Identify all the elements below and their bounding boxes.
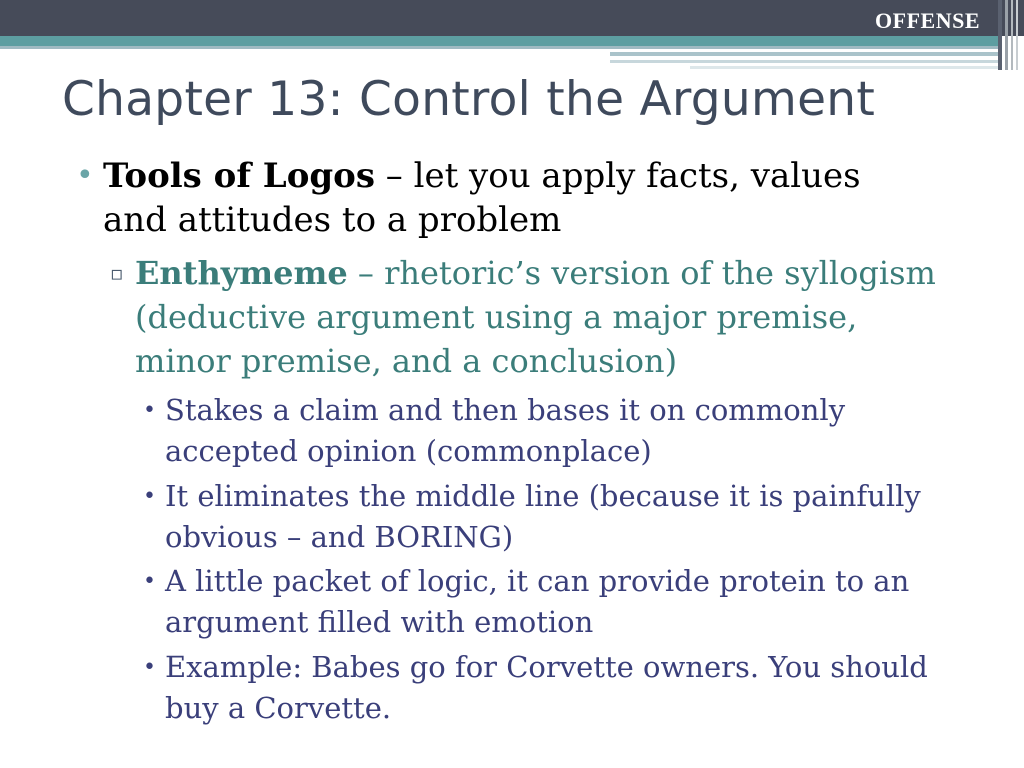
slide-title: Chapter 13: Control the Argument — [62, 72, 876, 127]
bullet-text: and attitudes to a problem — [103, 200, 562, 240]
bullet-text: Example: Babes go for Corvette owners. You should — [165, 650, 928, 684]
bullet-text: – let you apply facts, values — [374, 156, 861, 196]
header-stripe — [690, 66, 1000, 69]
decorative-vertical-line — [1016, 0, 1018, 70]
header-stripe — [0, 46, 1000, 49]
header-band — [0, 0, 1024, 36]
decorative-vertical-line — [1011, 0, 1013, 70]
bullet-level3 — [143, 390, 975, 472]
header-stripe — [610, 52, 1000, 56]
section-badge: OFFENSE — [875, 8, 980, 33]
bullet-dot-icon: • — [143, 655, 156, 680]
header-accent-bar — [0, 36, 1000, 46]
bullet-dot-icon: • — [143, 569, 156, 594]
bullet-text: – rhetoric’s version of the syllogism — [347, 254, 936, 292]
bullet-dot-icon: • — [143, 398, 156, 423]
bullet-text: minor premise, and a conclusion) — [135, 342, 678, 380]
bullet-text: accepted opinion (commonplace) — [165, 434, 652, 468]
bullet-text: It eliminates the middle line (because it is painfully — [165, 479, 921, 513]
bullet-term: Enthymeme — [135, 254, 348, 292]
bullet-text: (deductive argument using a major premise, — [135, 298, 858, 336]
bullet-level1 — [76, 154, 923, 242]
bullet-level3 — [143, 476, 975, 558]
bullet-term: Tools of Logos — [103, 156, 375, 196]
bullet-level3 — [143, 561, 975, 643]
bullet-text: obvious – and BORING) — [165, 520, 514, 554]
decorative-vertical-line — [1005, 0, 1008, 70]
bullet-dot-icon: • — [76, 158, 94, 193]
bullet-text: Stakes a claim and then bases it on commonly — [165, 393, 846, 427]
header-stripe — [610, 60, 1000, 63]
square-bullet-icon: ▫ — [110, 261, 124, 285]
bullet-text: A little packet of logic, it can provide protein to an — [165, 564, 910, 598]
bullet-text: argument filled with emotion — [165, 605, 594, 639]
bullet-text: buy a Corvette. — [165, 691, 392, 725]
bullet-level3 — [143, 647, 975, 729]
bullet-dot-icon: • — [143, 484, 156, 509]
decorative-vertical-line — [998, 0, 1002, 70]
bullet-level2 — [110, 251, 975, 383]
